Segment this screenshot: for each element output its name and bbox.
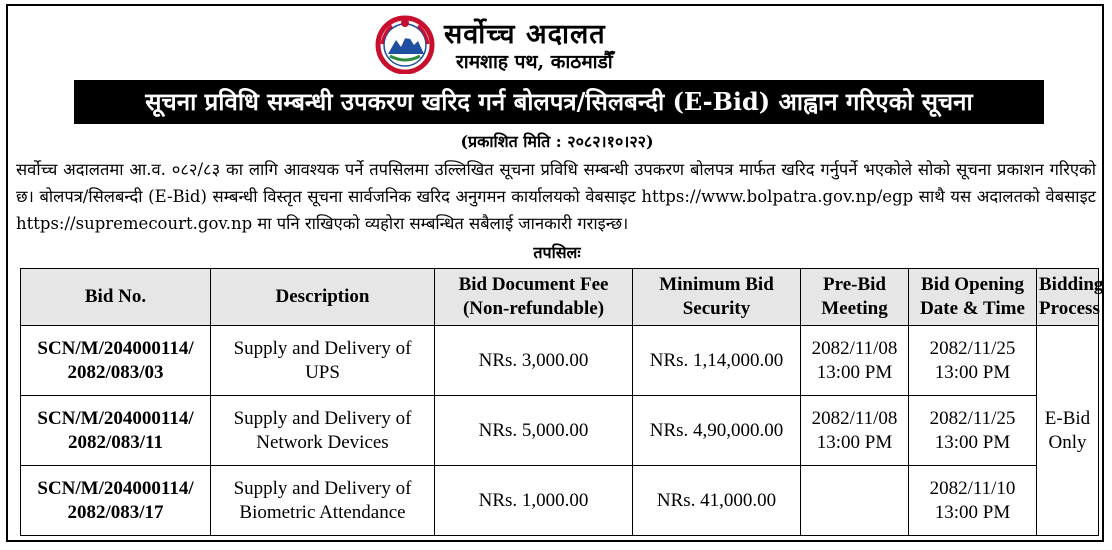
bid-number-cell: SCN/M/204000114/ 2082/083/11 xyxy=(21,396,211,466)
opening-cell: 2082/11/25 13:00 PM xyxy=(909,326,1037,396)
court-address: रामशाह पथ, काठमाडौँ xyxy=(456,51,613,73)
opening-cell: 2082/11/10 13:00 PM xyxy=(909,466,1037,536)
table-header-row xyxy=(21,269,1099,326)
fee-cell: NRs. 5,000.00 xyxy=(435,396,633,466)
notice-title-banner: सूचना प्रविधि सम्बन्धी उपकरण खरिद गर्न बोलपत्र/सिलबन्दी (E-Bid) आह्वान गरिएको सूचना xyxy=(74,80,1044,124)
pre-bid-cell: 2082/11/08 13:00 PM xyxy=(801,326,909,396)
notice-header xyxy=(8,12,1106,76)
fee-cell: NRs. 1,000.00 xyxy=(435,466,633,536)
bid-number-cell: SCN/M/204000114/ 2082/083/17 xyxy=(21,466,211,536)
header-bid-opening: Bid Opening Date & Time xyxy=(909,269,1037,326)
bid-number-cell: SCN/M/204000114/ 2082/083/03 xyxy=(21,326,211,396)
pre-bid-cell: 2082/11/08 13:00 PM xyxy=(801,396,909,466)
security-cell: NRs. 4,90,000.00 xyxy=(633,396,801,466)
notice-body-text: सर्वोच्च अदालतमा आ.व. ०८२/८३ का लागि आवश्यक पर्ने तपसिलमा उल्लिखित सूचना प्रविधि सम्बन्धी उपकरण बोलपत्र मार्फत खरिद गर्नुपर्ने भएकोले सोको सूचना प्रकाशन गरिएको छ। बोलपत्र/सिलबन्दी (E-Bid) सम्बन्धी विस्तृत सूचना सार्वजनिक खरिद अनुगमन कार्यालयको वेबसाइट https://www.bolpatra.gov.np/egp साथै यस अदालतको वेबसाइट https://supremecourt.gov.np मा पनि राखिएको व्यहोरा सम्बन्धित सबैलाई जानकारी गराइन्छ। xyxy=(16,160,1096,233)
bidding-process-cell: E-Bid Only xyxy=(1037,326,1099,536)
opening-cell: 2082/11/25 13:00 PM xyxy=(909,396,1037,466)
table-row xyxy=(21,396,1099,466)
court-name: सर्वोच्च अदालत xyxy=(444,19,606,50)
description-cell: Supply and Delivery of UPS xyxy=(211,326,435,396)
description-cell: Supply and Delivery of Biometric Attendance xyxy=(211,466,435,536)
table-row xyxy=(21,326,1099,396)
security-cell: NRs. 41,000.00 xyxy=(633,466,801,536)
published-date: (प्रकाशित मिति : २०८२।१०।२२) xyxy=(460,132,654,151)
header-description: Description xyxy=(211,269,435,326)
security-cell: NRs. 1,14,000.00 xyxy=(633,326,801,396)
header-pre-bid-meeting: Pre-Bid Meeting xyxy=(801,269,909,326)
pre-bid-cell xyxy=(801,466,909,536)
nepal-government-emblem-icon xyxy=(374,14,436,74)
fee-cell: NRs. 3,000.00 xyxy=(435,326,633,396)
bid-table xyxy=(20,268,1104,536)
header-bid-no: Bid No. xyxy=(21,269,211,326)
schedule-label: तपसिलः xyxy=(533,243,581,262)
header-bid-document-fee: Bid Document Fee (Non-refundable) xyxy=(435,269,633,326)
table-row xyxy=(21,466,1099,536)
notice-frame xyxy=(6,4,1104,542)
header-bidding-process: Bidding Process xyxy=(1037,269,1099,326)
header-minimum-bid-security: Minimum Bid Security xyxy=(633,269,801,326)
description-cell: Supply and Delivery of Network Devices xyxy=(211,396,435,466)
